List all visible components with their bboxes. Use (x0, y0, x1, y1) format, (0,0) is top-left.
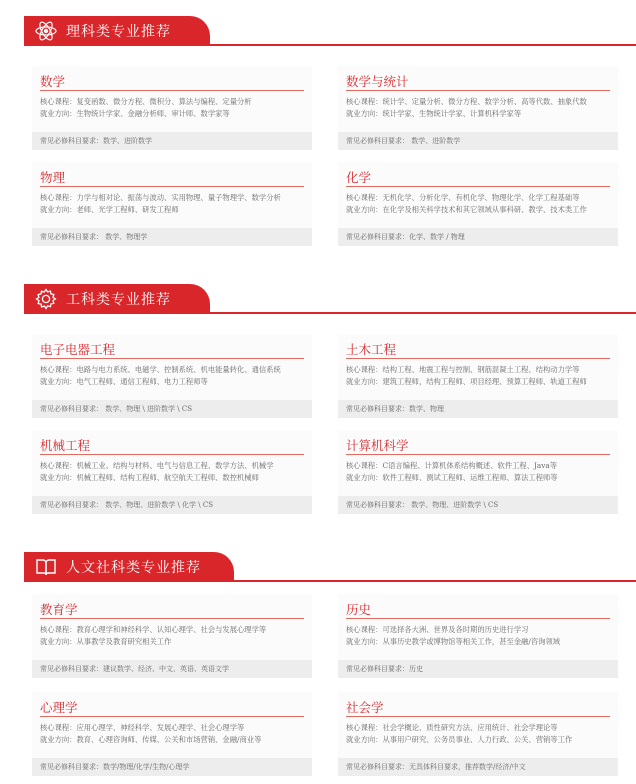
major-name: 数学与统计 (346, 74, 409, 89)
section-title: 理科类专业推荐 (66, 24, 171, 40)
core-courses: 核心课程：结构工程、地震工程与控制、钢筋混凝土工程、结构动力学等 (346, 365, 580, 374)
core-courses: 核心课程：统计学、定量分析、微分方程、数学分析、高等代数、抽象代数 (346, 97, 587, 106)
subject-requirement: 常见必修科目要求：数学、物理 (338, 400, 618, 418)
career-direction: 就业方向：在化学及相关科学技术和其它领域从事科研、教学、技术类工作 (346, 205, 587, 214)
section-header (24, 16, 636, 46)
atom-icon (34, 19, 58, 43)
core-courses: 核心课程：C语言编程、计算机体系结构概述、软件工程、Java等 (346, 461, 558, 470)
core-courses: 核心课程：教育心理学和神经科学、认知心理学、社会与发展心理学等 (40, 625, 267, 634)
major-name: 化学 (346, 170, 372, 185)
card-divider (346, 90, 610, 91)
career-direction: 就业方向：建筑工程师，结构工程师、项目经理、预算工程师、轨道工程师 (346, 377, 587, 386)
section-title: 人文社科类专业推荐 (66, 560, 201, 576)
book-icon (34, 555, 58, 579)
career-direction: 就业方向：教育、心理咨询师、传媒、公关和市场营销、金融/商业等 (40, 735, 262, 744)
subject-requirement: 常见必修科目要求：数学/物理/化学/生物/心理学 (32, 758, 312, 776)
card-divider (40, 186, 304, 187)
major-card-physics (32, 162, 312, 246)
career-direction: 就业方向：从事用户研究、公务员事业、人力行政、公关、营销等工作 (346, 735, 573, 744)
card-divider (346, 358, 610, 359)
card-divider (346, 454, 610, 455)
career-direction: 就业方向：电气工程师、通信工程师、电力工程师等 (40, 377, 208, 386)
major-card-education (32, 594, 312, 678)
card-divider (40, 358, 304, 359)
major-name: 教育学 (40, 602, 78, 617)
core-courses: 核心课程：复变函数、微分方程、微积分、算法与编程、定量分析 (40, 97, 252, 106)
core-courses: 核心课程：力学与相对论、振荡与波动、实用物理、量子物理学、数学分析 (40, 193, 281, 202)
major-name: 计算机科学 (346, 438, 409, 453)
subject-requirement: 常见必修科目要求： 数学、进阶数学 (338, 132, 618, 150)
subject-requirement: 常见必修科目要求： 数学、物理 \ 进阶数学 \ CS (32, 400, 312, 418)
major-card-mechanical (32, 430, 312, 514)
core-courses: 核心课程：可选择各大洲、世界及各时期的历史进行学习 (346, 625, 529, 634)
career-direction: 就业方向：机械工程师、结构工程师、航空航天工程师、数控机械师 (40, 473, 259, 482)
core-courses: 核心课程：电路与电力系统、电磁学、控制系统、机电能量转化、通信系统 (40, 365, 281, 374)
subject-requirement: 常见必修科目要求：建议数学、经济、中文、英语、英语文学 (32, 660, 312, 678)
career-direction: 就业方向：从事教学及教育研究相关工作 (40, 637, 172, 646)
major-name: 心理学 (40, 700, 78, 715)
core-courses: 核心课程：机械工业、结构与材料、电气与信息工程、数学方法、机械学 (40, 461, 274, 470)
card-divider (40, 454, 304, 455)
card-divider (346, 716, 610, 717)
major-card-math-stats (338, 66, 618, 150)
section-header (24, 284, 636, 314)
card-divider (346, 186, 610, 187)
card-divider (346, 618, 610, 619)
core-courses: 核心课程：应用心理学、神经科学、发展心理学、社会心理学等 (40, 723, 245, 732)
major-card-computer-science (338, 430, 618, 514)
section-tab (24, 552, 234, 582)
subject-requirement: 常见必修科目要求： 数学、物理、进阶数学 \ 化学 \ CS (32, 496, 312, 514)
subject-requirement: 常见必修科目要求：无具体科目要求，推荐数学/经济/中文 (338, 758, 618, 776)
section-header (24, 552, 636, 582)
major-name: 社会学 (346, 700, 384, 715)
career-direction: 就业方向：生物统计学家、金融分析师、审计师、数学家等 (40, 109, 230, 118)
core-courses: 核心课程：无机化学、分析化学、有机化学、物理化学、化学工程基础等 (346, 193, 580, 202)
gear-icon (34, 287, 58, 311)
career-direction: 就业方向：统计学家、生物统计学家、计算机科学家等 (346, 109, 522, 118)
core-courses: 核心课程：社会学概论、质性研究方法、应用统计、社会学理论等 (346, 723, 558, 732)
major-card-math (32, 66, 312, 150)
major-name: 电子电器工程 (40, 342, 116, 357)
career-direction: 就业方向：软件工程师、测试工程师、运维工程师、算法工程师等 (346, 473, 558, 482)
subject-requirement: 常见必修科目要求： 数学、物理学 (32, 228, 312, 246)
major-card-electrical (32, 334, 312, 418)
card-divider (40, 90, 304, 91)
major-name: 历史 (346, 602, 372, 617)
major-name: 土木工程 (346, 342, 397, 357)
card-divider (40, 618, 304, 619)
major-name: 物理 (40, 170, 66, 185)
section-tab (24, 284, 210, 314)
major-card-psychology (32, 692, 312, 776)
subject-requirement: 常见必修科目要求：数学、进阶数学 (32, 132, 312, 150)
section-title: 工科类专业推荐 (66, 292, 171, 308)
major-name: 机械工程 (40, 438, 91, 453)
career-direction: 就业方向：老师、光学工程师、研发工程师 (40, 205, 179, 214)
subject-requirement: 常见必修科目要求： 数学、物理、进阶数学 \ CS (338, 496, 618, 514)
major-card-history (338, 594, 618, 678)
card-divider (40, 716, 304, 717)
major-name: 数学 (40, 74, 66, 89)
major-card-sociology (338, 692, 618, 776)
career-direction: 就业方向：从事历史教学或博物馆等相关工作，甚至金融/咨询领域 (346, 637, 561, 646)
subject-requirement: 常见必修科目要求：化学、数学 / 物理 (338, 228, 618, 246)
section-tab (24, 16, 210, 46)
subject-requirement: 常见必修科目要求：历史 (338, 660, 618, 678)
major-card-civil (338, 334, 618, 418)
major-card-chemistry (338, 162, 618, 246)
